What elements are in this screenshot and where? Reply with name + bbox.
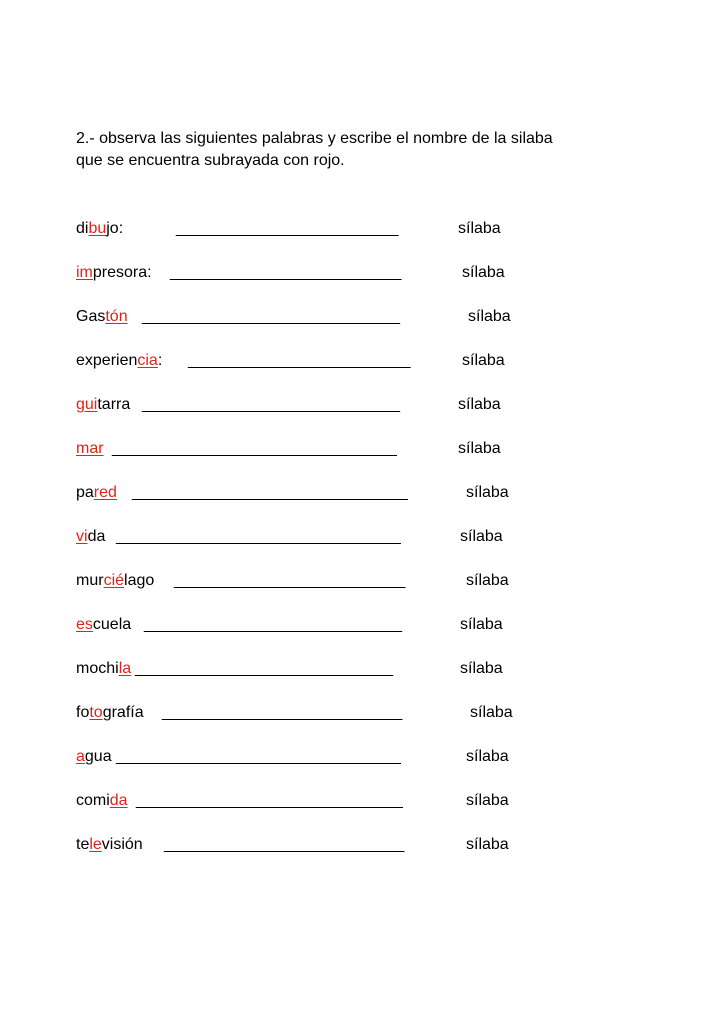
word-suffix: gua <box>84 748 112 765</box>
silaba-label: sílaba <box>468 308 511 325</box>
instructions-line-1: 2.- observa las siguientes palabras y escribe el nombre de la silaba <box>76 130 553 147</box>
answer-blank[interactable]: _________________________ <box>176 220 399 237</box>
silaba-label: sílaba <box>470 704 513 721</box>
word <box>76 264 152 281</box>
word <box>76 748 112 765</box>
highlighted-syllable: gui <box>76 396 98 413</box>
word <box>76 616 131 633</box>
word-row <box>76 394 676 416</box>
word-prefix: di <box>76 220 89 237</box>
silaba-label: sílaba <box>466 836 509 853</box>
answer-blank[interactable]: __________________________ <box>170 264 402 281</box>
silaba-label: sílaba <box>466 748 509 765</box>
highlighted-syllable: le <box>89 836 102 853</box>
highlighted-syllable: mar <box>76 440 104 457</box>
word-row <box>76 614 676 636</box>
word-row <box>76 570 676 592</box>
word-row <box>76 790 676 812</box>
answer-blank[interactable]: _____________________________ <box>144 616 403 633</box>
word <box>76 308 128 325</box>
highlighted-syllable: vi <box>76 528 88 545</box>
answer-blank[interactable]: ______________________________ <box>136 792 403 809</box>
silaba-label: sílaba <box>462 264 505 281</box>
answer-blank[interactable]: ________________________________ <box>112 440 397 457</box>
word <box>76 660 131 677</box>
word-row <box>76 702 676 724</box>
highlighted-syllable: tón <box>105 308 128 325</box>
silaba-label: sílaba <box>466 484 509 501</box>
word-suffix: visión <box>101 836 143 853</box>
word <box>76 396 130 413</box>
word-row <box>76 834 676 856</box>
word-suffix: jo: <box>106 220 124 237</box>
word <box>76 704 144 721</box>
highlighted-syllable: a <box>76 748 85 765</box>
highlighted-syllable: es <box>76 616 93 633</box>
silaba-label: sílaba <box>462 352 505 369</box>
word-row <box>76 658 676 680</box>
word-row <box>76 526 676 548</box>
word-row <box>76 438 676 460</box>
word-prefix: Gas <box>76 308 106 325</box>
word-prefix: experien <box>76 352 138 369</box>
instructions-line-2: que se encuentra subrayada con rojo. <box>76 152 345 169</box>
silaba-label: sílaba <box>466 572 509 589</box>
highlighted-syllable: da <box>109 792 128 809</box>
word-row <box>76 482 676 504</box>
answer-blank[interactable]: ___________________________ <box>162 704 403 721</box>
word-prefix: fo <box>76 704 90 721</box>
word-suffix: presora: <box>92 264 152 281</box>
word-prefix: comi <box>76 792 110 809</box>
answer-blank[interactable]: _____________________________ <box>142 396 401 413</box>
word <box>76 220 123 237</box>
answer-blank[interactable]: _____________________________ <box>135 660 394 677</box>
word-suffix: : <box>157 352 163 369</box>
silaba-label: sílaba <box>458 396 501 413</box>
word-prefix: mur <box>76 572 104 589</box>
silaba-label: sílaba <box>466 792 509 809</box>
silaba-label: sílaba <box>460 616 503 633</box>
answer-blank[interactable]: ___________________________ <box>164 836 405 853</box>
word <box>76 836 143 853</box>
word-row <box>76 306 676 328</box>
word-suffix: lago <box>124 572 155 589</box>
silaba-label: sílaba <box>460 660 503 677</box>
answer-blank[interactable]: _______________________________ <box>132 484 408 501</box>
answer-blank[interactable]: __________________________ <box>174 572 406 589</box>
word-prefix: pa <box>76 484 94 501</box>
word-prefix: mochi <box>76 660 119 677</box>
word-row <box>76 262 676 284</box>
answer-blank[interactable]: _____________________________ <box>142 308 401 325</box>
instructions <box>76 128 676 172</box>
word <box>76 792 128 809</box>
silaba-label: sílaba <box>460 528 503 545</box>
word-suffix: grafía <box>102 704 144 721</box>
word <box>76 352 162 369</box>
word-suffix: cuela <box>92 616 132 633</box>
highlighted-syllable: cia <box>137 352 158 369</box>
highlighted-syllable: cié <box>103 572 125 589</box>
highlighted-syllable: to <box>89 704 103 721</box>
word-suffix: tarra <box>97 396 131 413</box>
answer-blank[interactable]: _________________________ <box>188 352 411 369</box>
word <box>76 484 117 501</box>
highlighted-syllable: red <box>93 484 117 501</box>
silaba-label: sílaba <box>458 440 501 457</box>
word <box>76 528 105 545</box>
highlighted-syllable: la <box>118 660 132 677</box>
answer-blank[interactable]: ________________________________ <box>116 528 401 545</box>
word-row <box>76 746 676 768</box>
highlighted-syllable: bu <box>88 220 107 237</box>
word-prefix: te <box>76 836 90 853</box>
silaba-label: sílaba <box>458 220 501 237</box>
word <box>76 572 154 589</box>
highlighted-syllable: im <box>76 264 93 281</box>
word-row <box>76 218 676 240</box>
word-suffix: da <box>87 528 106 545</box>
word-row <box>76 350 676 372</box>
word <box>76 440 104 457</box>
answer-blank[interactable]: ________________________________ <box>116 748 401 765</box>
